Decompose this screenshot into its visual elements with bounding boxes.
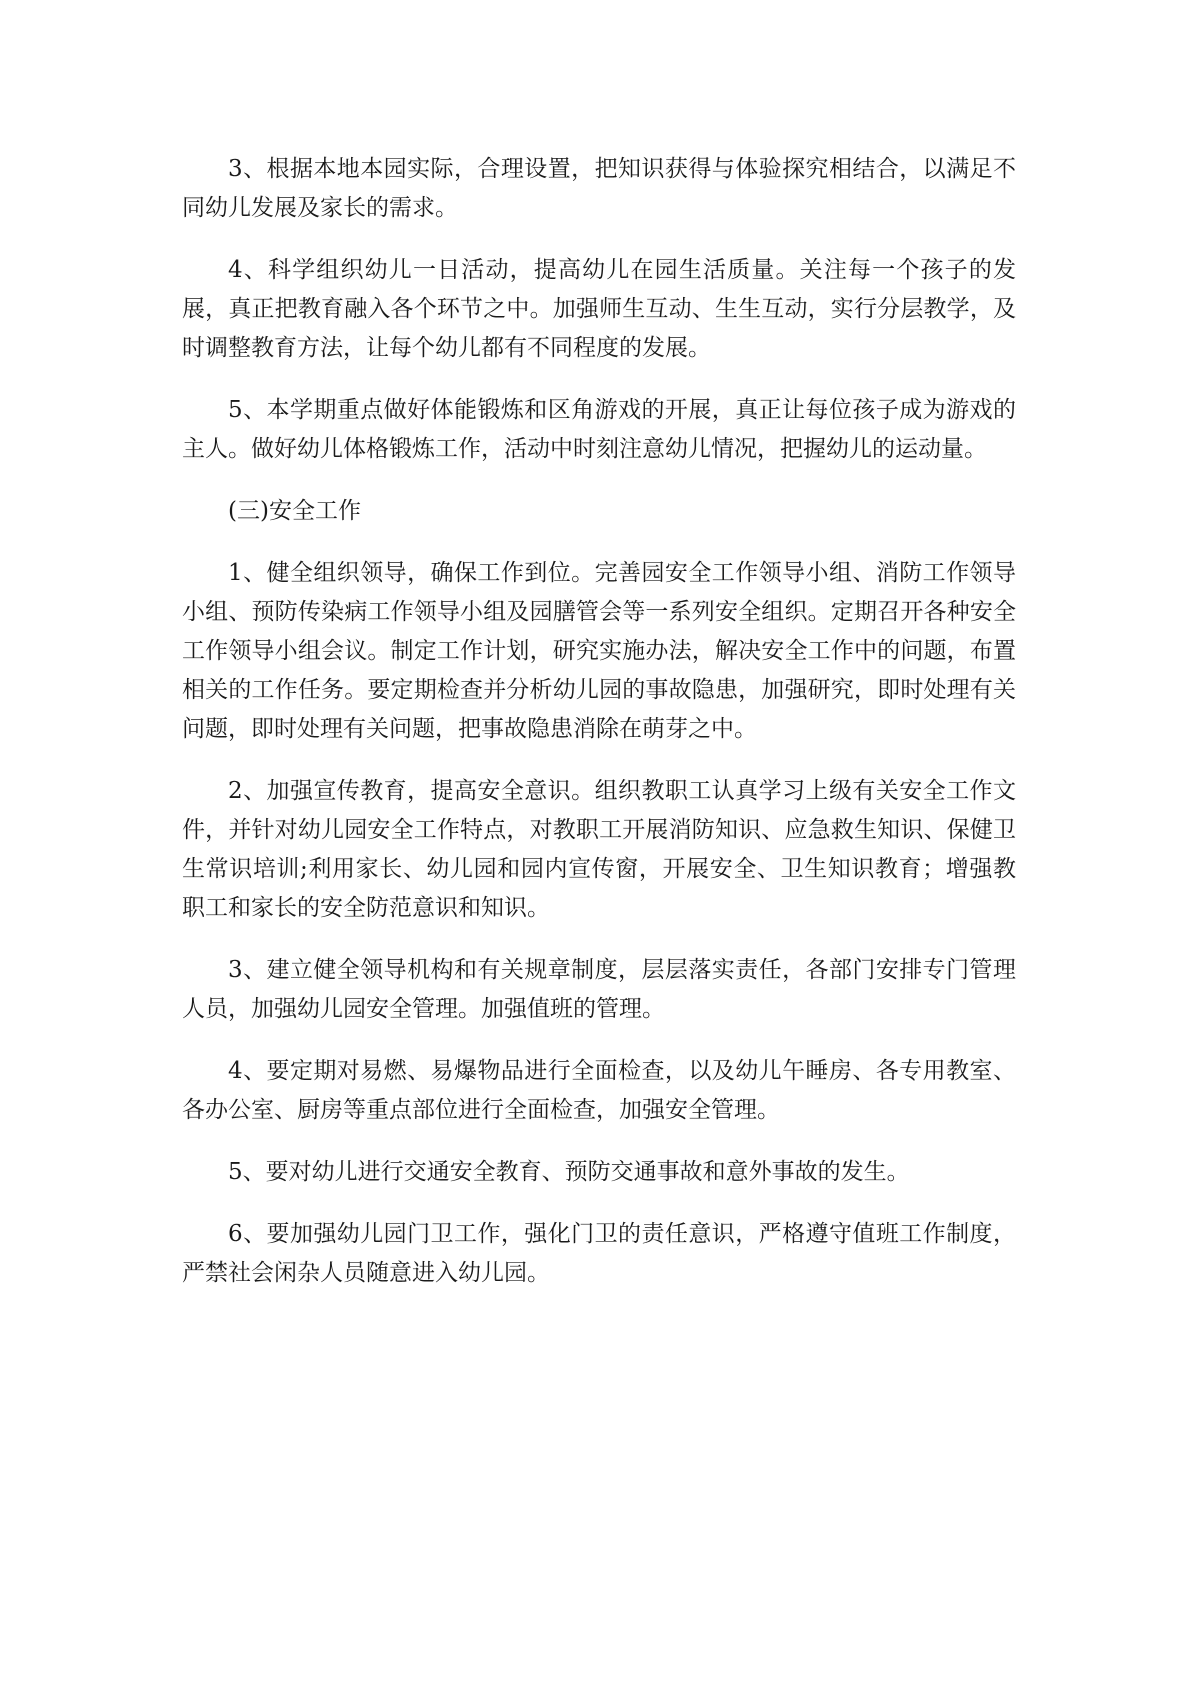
safety-item-2: 2、加强宣传教育，提高安全意识。组织教职工认真学习上级有关安全工作文件，并针对幼儿园安全工作特点，对教职工开展消防知识、应急救生知识、保健卫生常识培训;利用家长、幼儿园和园内宣传窗，开展安全、卫生知识教育；增强教职工和家长的安全防范意识和知识。 [182, 778, 1016, 921]
paragraph-item-4: 4、科学组织幼儿一日活动，提高幼儿在园生活质量。关注每一个孩子的发展，真正把教育融入各个环节之中。加强师生互动、生生互动，实行分层教学，及时调整教育方法，让每个幼儿都有不同程度的发展。 [182, 257, 1016, 361]
paragraph-item-5: 5、本学期重点做好体能锻炼和区角游戏的开展，真正让每位孩子成为游戏的主人。做好幼儿体格锻炼工作，活动中时刻注意幼儿情况，把握幼儿的运动量。 [182, 397, 1016, 462]
document-page [182, 150, 1016, 1316]
safety-item-3: 3、建立健全领导机构和有关规章制度，层层落实责任，各部门安排专门管理人员，加强幼儿园安全管理。加强值班的管理。 [182, 957, 1016, 1022]
safety-item-6: 6、要加强幼儿园门卫工作，强化门卫的责任意识，严格遵守值班工作制度，严禁社会闲杂人员随意进入幼儿园。 [182, 1221, 1016, 1286]
paragraph-item-3: 3、根据本地本园实际，合理设置，把知识获得与体验探究相结合，以满足不同幼儿发展及家长的需求。 [182, 156, 1016, 221]
section-heading-safety: (三)安全工作 [228, 498, 361, 524]
safety-item-1: 1、健全组织领导，确保工作到位。完善园安全工作领导小组、消防工作领导小组、预防传染病工作领导小组及园膳管会等一系列安全组织。定期召开各种安全工作领导小组会议。制定工作计划，研究实施办法，解决安全工作中的问题，布置相关的工作任务。要定期检查并分析幼儿园的事故隐患，加强研究，即时处理有关问题，即时处理有关问题，把事故隐患消除在萌芽之中。 [182, 560, 1016, 742]
safety-item-5: 5、要对幼儿进行交通安全教育、预防交通事故和意外事故的发生。 [228, 1159, 910, 1185]
safety-item-4: 4、要定期对易燃、易爆物品进行全面检查，以及幼儿午睡房、各专用教室、各办公室、厨房等重点部位进行全面检查，加强安全管理。 [182, 1058, 1016, 1123]
